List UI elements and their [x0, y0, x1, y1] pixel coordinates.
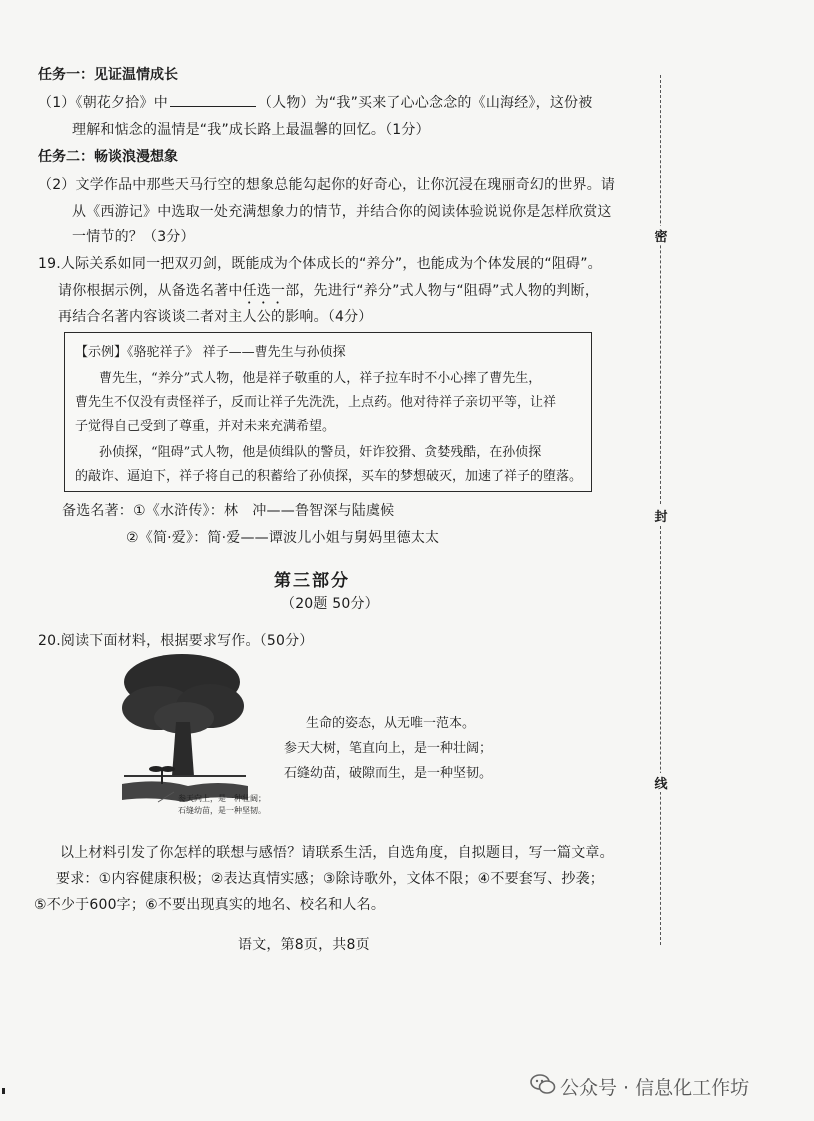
- q19-line1: 19.人际关系如同一把双刃剑，既能成为个体成长的“养分”，也能成为个体发展的“阻碍”。: [38, 256, 602, 272]
- poem-line3: 石缝幼苗，破隙而生，是一种坚韧。: [284, 766, 493, 781]
- q19-line3: 再结合名著内容谈谈二者对主人公的影响。（4分）: [58, 309, 373, 325]
- watermark-text: 公众号 · 信息化工作坊: [560, 1077, 750, 1099]
- example-p2-l2: 的敲诈、逼迫下，祥子将自己的积蓄给了孙侦探，买车的梦想破灭，加速了祥子的堕落。: [75, 469, 583, 484]
- margin-xian: 线: [652, 773, 670, 792]
- q20-requirements-2: ⑤不少于600字；⑥不要出现真实的地名、校名和人名。: [34, 897, 386, 913]
- part3-title: 第三部分: [274, 571, 350, 591]
- example-p1-l2: 曹先生不仅没有责怪祥子，反而让祥子先洗洗，上点药。他对待祥子亲切平等，让祥: [75, 395, 557, 410]
- margin-mi: 密: [652, 226, 670, 245]
- example-p2-l1: 孙侦探，“阻碍”式人物，他是侦缉队的警员，奸诈狡猾、贪婪残酷，在孙侦探: [99, 445, 542, 460]
- q1-answer-blank[interactable]: [170, 92, 256, 107]
- q1-line2: 理解和惦念的温情是“我”成长路上最温馨的回忆。（1分）: [72, 122, 430, 138]
- poem-line1: 生命的姿态，从无唯一范本。: [306, 716, 476, 731]
- q20-requirements-1: 要求：①内容健康积极；②表达真情实感；③除诗歌外，文体不限；④不要套写、抄袭；: [56, 871, 605, 887]
- part3-subtitle: （20题 50分）: [281, 596, 379, 612]
- seedling-leaf-left: [149, 766, 163, 772]
- example-title: 【示例】《骆驼祥子》 祥子——曹先生与孙侦探: [75, 345, 346, 360]
- q19-line2-c: 部，先进行“养分”式人物与“阻碍”式人物的判断，: [285, 283, 600, 299]
- q1-text-b: （人物）为“我”买来了心心念念的《山海经》，这份被: [257, 95, 593, 111]
- q20-prompt: 以上材料引发了你怎样的联想与感悟？请联系生活，自选角度，自拟题目，写一篇文章。: [60, 845, 614, 861]
- q1-text-a: （1）《朝花夕拾》中: [38, 95, 168, 111]
- margin-feng: 封: [652, 506, 670, 525]
- q19-line2: [58, 280, 599, 307]
- q19-emphasis: 任选一: [242, 283, 286, 299]
- img-caption-2: 石缝幼苗，是一种坚韧。: [178, 806, 266, 815]
- example-p1-l3: 子觉得自己受到了尊重，并对未来充满希望。: [75, 419, 336, 434]
- scan-mark: [2, 1088, 5, 1094]
- seedling-leaf-right: [161, 766, 175, 772]
- q2-line3: 一情节的？（3分）: [72, 229, 195, 245]
- poem-line2: 参天大树，笔直向上，是一种壮阔；: [284, 741, 493, 756]
- options-line2: ②《简·爱》：简·爱——谭波儿小姐与舅妈里德太太: [126, 530, 440, 546]
- q20-line1: 20.阅读下面材料，根据要求写作。（50分）: [38, 633, 314, 649]
- example-box: [64, 332, 592, 492]
- q2-line2: 从《西游记》中选取一处充满想象力的情节，并结合你的阅读体验说说你是怎样欣赏这: [72, 204, 612, 220]
- task2-heading: 任务二：畅谈浪漫想象: [38, 149, 178, 165]
- q1-line1: [38, 92, 592, 112]
- page-footer: 语文，第8页，共8页: [238, 937, 370, 953]
- wechat-icon: [530, 1073, 556, 1095]
- example-p1-l1: 曹先生，“养分”式人物，他是祥子敬重的人，祥子拉车时不小心摔了曹先生，: [99, 371, 542, 386]
- options-line1: 备选名著：①《水浒传》：林 冲——鲁智深与陆虞候: [62, 503, 395, 519]
- q2-line1: （2）文学作品中那些天马行空的想象总能勾起你的好奇心，让你沉浸在瑰丽奇幻的世界。请: [38, 177, 616, 193]
- task1-heading: 任务一：见证温情成长: [38, 67, 178, 83]
- img-caption-1: 参天向上，是一种壮阔；: [178, 794, 266, 803]
- q19-line2-a: 请你根据示例，从备选名著中: [58, 283, 243, 299]
